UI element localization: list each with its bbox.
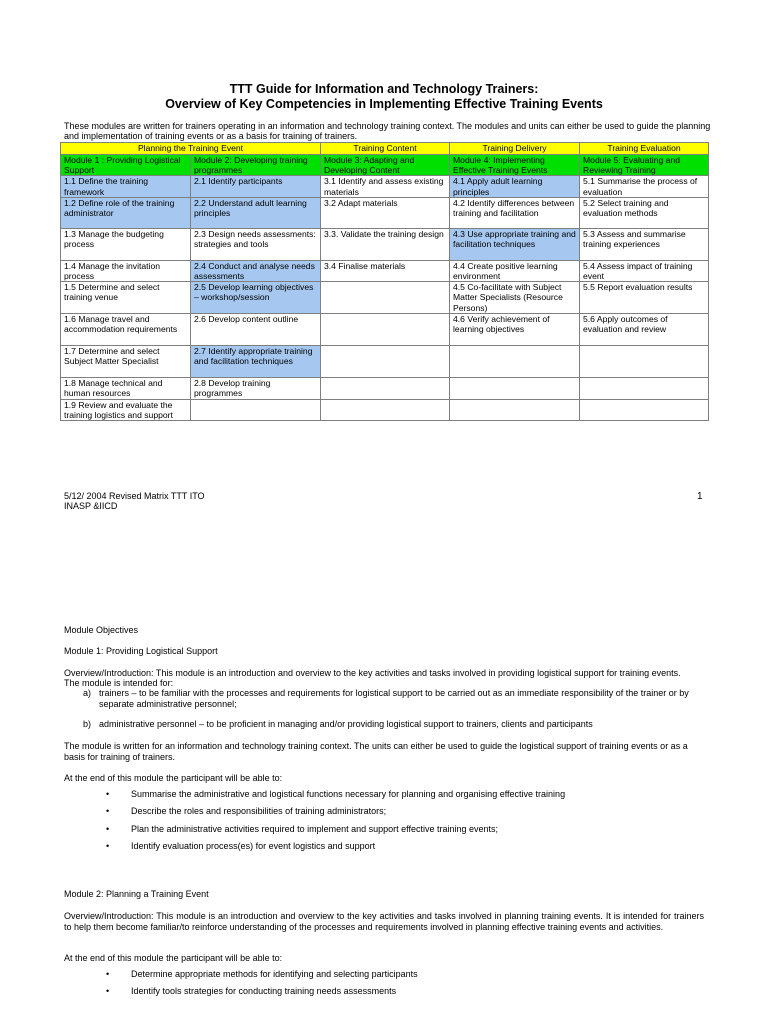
module-1-bullet: Plan the administrative activities required to implement and support effective training events; — [131, 824, 499, 834]
table-cell — [321, 378, 450, 399]
table-cell: 2.1 Identify participants — [191, 176, 321, 197]
module-1-overview: Overview/Introduction: This module is an introduction and overview to the key activities and tasks involved in providing logistical support for training events. — [64, 668, 681, 678]
table-cell — [450, 378, 580, 399]
header-evaluation: Training Evaluation — [580, 143, 709, 155]
matrix-module-row — [61, 155, 709, 176]
table-row — [61, 282, 709, 314]
table-cell: 3.4 Finalise materials — [321, 260, 450, 281]
table-row — [61, 314, 709, 346]
footer-org-line: INASP &IICD — [64, 501, 118, 511]
table-cell: 4.5 Co-facilitate with Subject Matter Specialists (Resource Persons) — [450, 282, 580, 314]
document-title-line-2: Overview of Key Competencies in Implementing Effective Training Events — [165, 97, 603, 111]
bullet-icon: • — [106, 789, 110, 799]
table-cell: 4.3 Use appropriate training and facilitation techniques — [450, 228, 580, 260]
module-1-bullet: Summarise the administrative and logistical functions necessary for planning and organising effective training — [131, 789, 566, 799]
table-row — [61, 346, 709, 378]
module-5-title: Module 5: Evaluating and Reviewing Training — [580, 155, 709, 176]
module-2-bullet: Identify tools strategies for conducting training needs assessments — [131, 986, 397, 996]
header-delivery: Training Delivery — [450, 143, 580, 155]
table-cell: 5.3 Assess and summarise training experiences — [580, 228, 709, 260]
table-cell: 2.4 Conduct and analyse needs assessments — [191, 260, 321, 281]
module-1-able: At the end of this module the participant will be able to: — [64, 773, 283, 783]
intro-paragraph: These modules are written for trainers operating in an information and technology training context. The modules and units can either be used to guide the planning and implementation of training events or as a basis for training of trainers. — [64, 121, 711, 141]
module-2-overview: Overview/Introduction: This module is an introduction and overview to the key activities and tasks involved in planning training events. It is intended for trainers to help them become familiar/to reinforce understanding of the processes and requirements involved in planning effective training events and activities. — [64, 911, 704, 932]
table-cell: 1.8 Manage technical and human resources — [61, 378, 191, 399]
table-cell: 1.6 Manage travel and accommodation requirements — [61, 314, 191, 346]
table-row — [61, 260, 709, 281]
header-content: Training Content — [321, 143, 450, 155]
module-1-intended: The module is intended for: — [64, 678, 174, 688]
page-number: 1 — [697, 491, 703, 502]
module-2-bullet: Determine appropriate methods for identifying and selecting participants — [131, 969, 418, 979]
document-title-line-1: TTT Guide for Information and Technology Trainers: — [229, 82, 539, 96]
table-cell: 3.2 Adapt materials — [321, 197, 450, 228]
table-cell: 3.3. Validate the training design — [321, 228, 450, 260]
list-marker-b: b) — [83, 719, 92, 729]
table-cell — [580, 346, 709, 378]
table-row — [61, 176, 709, 197]
table-cell: 2.2 Understand adult learning principles — [191, 197, 321, 228]
bullet-icon: • — [106, 969, 110, 979]
module-1-heading: Module 1: Providing Logistical Support — [64, 646, 218, 656]
table-row — [61, 399, 709, 420]
table-cell: 2.6 Develop content outline — [191, 314, 321, 346]
table-cell: 5.6 Apply outcomes of evaluation and review — [580, 314, 709, 346]
table-row — [61, 228, 709, 260]
table-cell — [321, 346, 450, 378]
table-cell — [191, 399, 321, 420]
table-cell: 5.2 Select training and evaluation methods — [580, 197, 709, 228]
bullet-icon: • — [106, 986, 110, 996]
table-row — [61, 378, 709, 399]
module-2-heading: Module 2: Planning a Training Event — [64, 889, 209, 899]
table-cell: 4.2 Identify differences between training and facilitation — [450, 197, 580, 228]
module-1-bullet: Describe the roles and responsibilities of training administrators; — [131, 806, 387, 816]
table-cell: 5.5 Report evaluation results — [580, 282, 709, 314]
table-cell: 5.1 Summarise the process of evaluation — [580, 176, 709, 197]
table-cell — [580, 378, 709, 399]
bullet-icon: • — [106, 841, 110, 851]
table-cell: 1.1 Define the training framework — [61, 176, 191, 197]
module-1-title: Module 1 : Providing Logistical Support — [61, 155, 191, 176]
table-cell — [450, 346, 580, 378]
table-cell: 5.4 Assess impact of training event — [580, 260, 709, 281]
table-cell: 1.3 Manage the budgeting process — [61, 228, 191, 260]
module-1-item-a: trainers – to be familiar with the processes and requirements for logistical support to be carried out as an immediate responsibility of the trainer or by separate administrative personnel; — [99, 688, 689, 709]
module-1-context: The module is written for an information and technology training context. The units can either be used to guide the logistical support of training events or as a basis for training of trainers. — [64, 741, 688, 762]
table-cell — [321, 314, 450, 346]
table-cell: 4.6 Verify achievement of learning objectives — [450, 314, 580, 346]
bullet-icon: • — [106, 824, 110, 834]
table-cell: 1.7 Determine and select Subject Matter Specialist — [61, 346, 191, 378]
bullet-icon: • — [106, 806, 110, 816]
list-marker-a: a) — [83, 688, 92, 698]
table-row — [61, 197, 709, 228]
module-4-title: Module 4: Implementing Effective Training Events — [450, 155, 580, 176]
module-2-title: Module 2: Developing training programmes — [191, 155, 321, 176]
table-cell: 1.5 Determine and select training venue — [61, 282, 191, 314]
table-cell — [321, 282, 450, 314]
module-2-able: At the end of this module the participant will be able to: — [64, 953, 283, 963]
footer-date-line: 5/12/ 2004 Revised Matrix TTT ITO — [64, 491, 205, 501]
table-cell: 2.5 Develop learning objectives – workshop/session — [191, 282, 321, 314]
table-cell — [580, 399, 709, 420]
table-cell — [450, 399, 580, 420]
module-1-item-b: administrative personnel – to be proficient in managing and/or providing logistical support to trainers, clients and participants — [99, 719, 593, 729]
table-cell: 2.8 Develop training programmes — [191, 378, 321, 399]
header-planning: Planning the Training Event — [61, 143, 321, 155]
table-cell: 1.2 Define role of the training administrator — [61, 197, 191, 228]
competency-matrix-table — [60, 142, 709, 421]
table-cell: 1.4 Manage the invitation process — [61, 260, 191, 281]
table-cell: 3.1 Identify and assess existing materials — [321, 176, 450, 197]
module-3-title: Module 3: Adapting and Developing Content — [321, 155, 450, 176]
module-objectives-heading: Module Objectives — [64, 625, 139, 635]
table-cell: 1.9 Review and evaluate the training logistics and support — [61, 399, 191, 420]
table-cell — [321, 399, 450, 420]
page-footer — [64, 491, 205, 511]
table-cell: 4.1 Apply adult learning principles — [450, 176, 580, 197]
table-cell: 2.3 Design needs assessments: strategies and tools — [191, 228, 321, 260]
matrix-header-row — [61, 143, 709, 155]
module-1-bullet: Identify evaluation process(es) for event logistics and support — [131, 841, 376, 851]
table-cell: 4.4 Create positive learning environment — [450, 260, 580, 281]
table-cell: 2.7 Identify appropriate training and facilitation techniques — [191, 346, 321, 378]
